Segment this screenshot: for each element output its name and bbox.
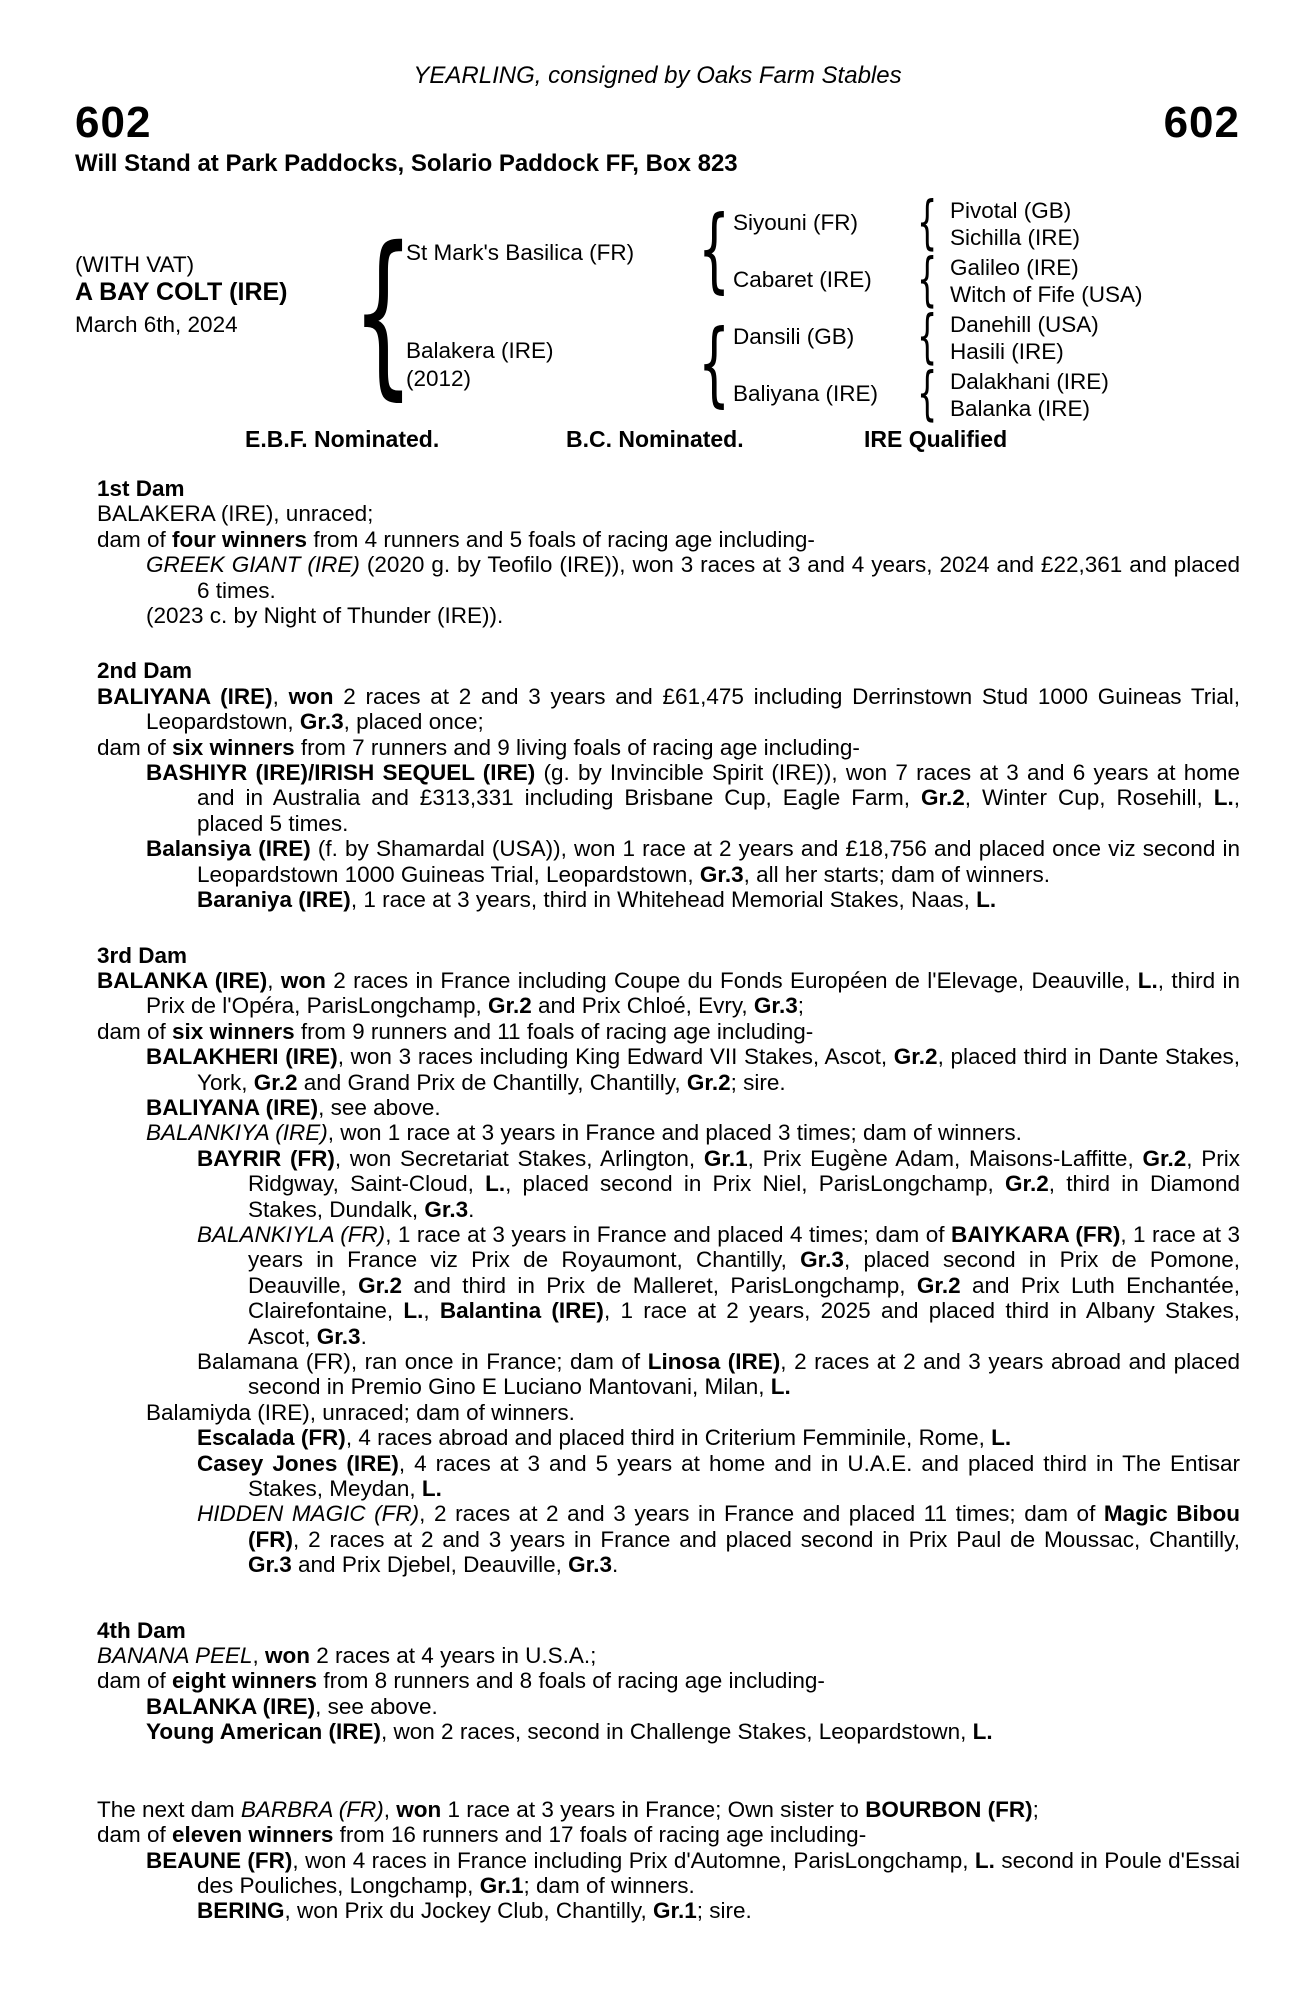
pedigree-brace-sire: { [698, 196, 731, 303]
text-segment: . [468, 1196, 475, 1222]
text-segment: , 1 race at 3 years, third in Whitehead Memorial Stakes, Naas, [350, 887, 977, 913]
text-segment: , 4 races abroad and placed third in Criterium Femminile, Rome, [345, 1425, 992, 1451]
text-segment: L. [403, 1298, 424, 1324]
text-segment: Gr.3 [316, 1323, 361, 1349]
text-segment: BALANKA (IRE) [97, 967, 268, 993]
text-segment: BALAKHERI (IRE) [146, 1044, 338, 1070]
text-segment: Gr.3 [753, 993, 798, 1019]
text-segment: BALIYANA (IRE) [146, 1094, 319, 1120]
text-segment: Magic Bibou (FR) [248, 1501, 1241, 1552]
pedigree-paragraph [97, 1146, 1240, 1222]
dam-heading: 1st Dam [97, 476, 185, 501]
pedigree-paragraph [97, 1349, 1240, 1400]
text-segment: 2 races in France including Coupe du Fonds Européen de l'Elevage, Deauville, [325, 967, 1138, 993]
text-segment: and Prix Chloé, Evry, [531, 993, 754, 1019]
lot-number-right: 602 [1163, 98, 1240, 147]
text-segment: BALANKA (IRE) [146, 1693, 316, 1719]
text-segment: BAIYKARA (FR) [950, 1221, 1121, 1247]
pedigree-paragraph [97, 1694, 1240, 1719]
text-segment: dam of [97, 734, 173, 760]
consignor-line: YEARLING, consigned by Oaks Farm Stables [413, 62, 902, 89]
text-segment: dam of [97, 1822, 173, 1848]
text-segment: , 1 race at 3 years in France viz Prix de Royaumont, Chantilly, [248, 1221, 1240, 1273]
text-segment: (g. by Invincible Spirit (IRE)), won 7 races at 3 and 6 years at home and in Australia and £313,331 including Brisbane Cup, Eagle Farm, [197, 760, 1241, 811]
pedigree-paragraph [97, 1019, 1240, 1044]
great-grandparent-6: Hasili (IRE) [950, 339, 1064, 364]
pedigree-paragraph [97, 501, 1240, 526]
text-segment: , see above. [318, 1094, 441, 1120]
text-segment: Gr.3 [299, 709, 344, 735]
text-segment: ; dam of winners. [523, 1872, 695, 1898]
text-segment: L. [485, 1171, 506, 1197]
text-segment: Gr.3 [568, 1552, 612, 1578]
pedigree-paragraph [97, 1898, 1240, 1923]
dam-heading: 2nd Dam [97, 658, 193, 684]
ebf-nomination: E.B.F. Nominated. [245, 426, 440, 452]
text-segment: dam of [97, 526, 173, 552]
pedigree-paragraph [97, 1643, 1240, 1668]
text-segment: , won 3 races including King Edward VII Stakes, Ascot, [337, 1044, 894, 1070]
text-segment: ; [797, 993, 804, 1019]
pedigree-brace-dam: { [698, 310, 731, 417]
text-segment: L. [421, 1476, 442, 1502]
text-segment: , 2 races at 2 and 3 years in France and placed second in Prix Paul de Moussac, Chantilly, [292, 1526, 1240, 1552]
dam-name: Balakera (IRE) [406, 338, 554, 363]
pedigree-paragraph [97, 1095, 1240, 1120]
text-segment: second in Poule d'Essai des Pouliches, Longchamp, [197, 1847, 1240, 1898]
pedigree-paragraph [97, 1120, 1240, 1145]
nominations-line [0, 426, 1315, 452]
pedigree-brace-g3-2: { [917, 245, 938, 313]
great-grandparent-4: Witch of Fife (USA) [950, 282, 1143, 307]
pedigree-paragraph [97, 1044, 1240, 1095]
text-segment: , [423, 1298, 440, 1324]
text-segment: won [265, 1643, 310, 1669]
text-segment: HIDDEN MAGIC (FR) [197, 1501, 420, 1527]
text-segment: , 1 race at 3 years in France and placed 4 times; dam of [385, 1221, 951, 1247]
text-segment: Baraniya (IRE) [197, 887, 351, 913]
text-segment: Gr.2 [916, 1272, 961, 1298]
text-segment: six winners [172, 1018, 295, 1044]
text-segment: . [360, 1323, 367, 1349]
text-segment: from 16 runners and 17 foals of racing age including- [333, 1822, 867, 1848]
text-segment: dam of [97, 1668, 173, 1694]
text-segment: Gr.2 [487, 993, 532, 1019]
vat-note: (WITH VAT) [75, 252, 195, 277]
granddam-1: Cabaret (IRE) [733, 267, 872, 292]
text-segment: Gr.2 [1005, 1171, 1049, 1197]
text-segment: , won 1 race at 3 years in France and placed 3 times; dam of winners. [327, 1120, 1022, 1146]
text-segment: Balantina (IRE) [439, 1298, 604, 1324]
dam-heading: 4th Dam [97, 1617, 186, 1643]
text-segment: won [288, 683, 334, 709]
pedigree-paragraph [97, 1719, 1240, 1744]
text-segment: BEAUNE (FR) [146, 1847, 293, 1873]
text-segment: BALAKERA (IRE), unraced; [97, 501, 374, 527]
text-segment: , placed second in Prix Niel, ParisLongchamp, [505, 1171, 1006, 1197]
text-segment: 1 race at 3 years in France; Own sister to [441, 1796, 866, 1822]
text-segment: Gr.3 [424, 1196, 469, 1222]
text-segment: L. [991, 1425, 1012, 1451]
dam-heading: 3rd Dam [97, 942, 188, 968]
text-segment: , won 4 races in France including Prix d'Automne, ParisLongchamp, [292, 1847, 975, 1873]
text-segment: BASHIYR (IRE)/IRISH SEQUEL (IRE) [146, 760, 536, 786]
text-segment: and Prix Djebel, Deauville, [291, 1552, 569, 1578]
colt-name: A BAY COLT (IRE) [75, 278, 288, 306]
text-segment: , placed 5 times. [197, 785, 1241, 836]
pedigree-paragraph [97, 1222, 1240, 1349]
text-segment: BALANKIYLA (FR) [197, 1221, 386, 1247]
pedigree-paragraph [97, 1668, 1240, 1693]
granddam-2: Baliyana (IRE) [733, 381, 879, 406]
text-segment: , 1 race at 2 years, 2025 and placed third in Albany Stakes, Ascot, [248, 1298, 1240, 1349]
pedigree-paragraph [97, 1501, 1240, 1577]
great-grandparent-1: Pivotal (GB) [950, 198, 1072, 223]
text-segment: L. [972, 1719, 993, 1745]
dam-section [97, 1797, 1240, 1924]
text-segment: ; sire. [696, 1898, 752, 1924]
text-segment: BALIYANA (IRE) [97, 683, 273, 709]
foal-date: March 6th, 2024 [75, 312, 238, 337]
text-segment: L. [1213, 785, 1234, 811]
text-segment: Balamana (FR), ran once in France; dam of [197, 1349, 648, 1374]
pedigree-paragraph [97, 552, 1240, 603]
text-segment: , Prix Ridgway, Saint-Cloud, [248, 1145, 1240, 1197]
text-segment: BAYRIR (FR) [197, 1145, 335, 1171]
ire-qualified: IRE Qualified [864, 426, 1008, 452]
text-segment: won [396, 1796, 442, 1822]
text-segment: Gr.2 [686, 1069, 731, 1095]
text-segment: ; sire. [730, 1069, 786, 1095]
grandsire-1: Siyouni (FR) [733, 210, 859, 235]
great-grandparent-5: Danehill (USA) [950, 312, 1099, 337]
text-segment: eleven winners [172, 1822, 334, 1848]
text-segment: ; [1032, 1796, 1039, 1822]
text-segment: Gr.1 [653, 1898, 697, 1924]
text-segment: , third in Diamond Stakes, Dundalk, [248, 1171, 1240, 1222]
text-segment: BARBRA (FR) [240, 1796, 384, 1822]
great-grandparent-7: Dalakhani (IRE) [950, 369, 1109, 394]
text-segment: , won 2 races, second in Challenge Stakes, Leopardstown, [381, 1719, 973, 1745]
pedigree-brace-g3-1: { [917, 188, 938, 256]
text-segment: , third in Prix de l'Opéra, ParisLongchamp, [146, 967, 1240, 1019]
dam-section [97, 943, 1240, 1578]
pedigree-paragraph [97, 968, 1240, 1019]
text-segment: , placed second in Prix de Pomone, Deauville, [248, 1247, 1240, 1298]
text-segment: 2 races at 4 years in U.S.A.; [310, 1643, 597, 1669]
text-segment: six winners [172, 734, 295, 760]
text-segment: , won Prix du Jockey Club, Chantilly, [284, 1898, 653, 1924]
text-segment: Gr.2 [920, 785, 965, 811]
text-segment: and Grand Prix de Chantilly, Chantilly, [297, 1069, 687, 1095]
text-segment: , 2 races at 2 and 3 years in France and placed 11 times; dam of [419, 1501, 1104, 1527]
text-segment: Gr.3 [800, 1247, 844, 1273]
text-segment: Gr.2 [1142, 1145, 1187, 1171]
text-segment: from 4 runners and 5 foals of racing age including- [307, 526, 815, 552]
text-segment: L. [974, 1847, 995, 1873]
great-grandparent-2: Sichilla (IRE) [950, 225, 1081, 250]
text-segment: , [383, 1796, 397, 1822]
sire-name: St Mark's Basilica (FR) [406, 240, 635, 265]
pedigree-paragraph [97, 1425, 1240, 1450]
text-segment: Linosa (IRE) [647, 1349, 781, 1374]
stand-location-line: Will Stand at Park Paddocks, Solario Paddock FF, Box 823 [75, 150, 738, 177]
text-segment: Gr.2 [358, 1272, 402, 1298]
text-segment: , won Secretariat Stakes, Arlington, [334, 1145, 704, 1171]
pedigree-paragraph [97, 684, 1240, 735]
catalogue-text [97, 476, 1240, 1924]
text-segment: . [611, 1552, 619, 1578]
pedigree-paragraph [97, 1797, 1240, 1822]
pedigree-paragraph [97, 603, 1240, 628]
text-segment: BANANA PEEL [97, 1643, 253, 1669]
text-segment: Gr.2 [893, 1044, 938, 1070]
text-segment: BOURBON (FR) [865, 1796, 1033, 1822]
text-segment: and third in Prix de Malleret, ParisLongchamp, [401, 1272, 917, 1298]
text-segment: L. [1137, 967, 1158, 993]
great-grandparent-3: Galileo (IRE) [950, 255, 1079, 280]
pedigree-paragraph [97, 760, 1240, 836]
text-segment: from 9 runners and 11 foals of racing age including- [294, 1018, 814, 1044]
pedigree-brace-g3-3: { [917, 302, 938, 370]
text-segment: Gr.2 [253, 1069, 298, 1095]
text-segment: Gr.1 [479, 1872, 524, 1898]
text-segment: and Prix Luth Enchantée, Clairefontaine, [248, 1272, 1240, 1324]
text-segment: The next dam [97, 1796, 241, 1822]
text-segment: , placed third in Dante Stakes, York, [197, 1044, 1240, 1095]
text-segment: (2023 c. by Night of Thunder (IRE)). [146, 603, 504, 629]
text-segment: , [252, 1643, 265, 1669]
pedigree-brace-g3-4: { [917, 359, 938, 427]
text-segment: , all her starts; dam of winners. [743, 861, 1050, 887]
pedigree-paragraph [97, 1451, 1240, 1502]
text-segment: Gr.3 [248, 1552, 292, 1578]
dam-section [97, 658, 1240, 912]
text-segment: , 2 races at 2 and 3 years abroad and placed second in Premio Gino E Luciano Mantovani, Milan, [248, 1349, 1240, 1400]
pedigree-paragraph [97, 836, 1240, 887]
pedigree-paragraph [97, 887, 1240, 912]
text-segment: 2 races at 2 and 3 years and £61,475 including Derrinstown Stud 1000 Guineas Trial, Leopardstown, [146, 683, 1240, 735]
text-segment: Young American (IRE) [146, 1719, 382, 1745]
text-segment: L. [770, 1374, 791, 1400]
text-segment: , [272, 683, 289, 709]
text-segment: , [267, 967, 281, 993]
pedigree-paragraph [97, 735, 1240, 760]
text-segment: (2020 g. by Teofilo (IRE)), won 3 races at 3 and 4 years, 2024 and £22,361 and placed 6 times. [197, 552, 1240, 603]
pedigree-paragraph [97, 527, 1240, 552]
text-segment: BALANKIYA (IRE) [146, 1120, 328, 1146]
text-segment: GREEK GIANT (IRE) [146, 552, 360, 578]
text-segment: , 4 races at 3 and 5 years at home and in U.A.E. and placed third in The Entisar Stakes, Meydan, [248, 1450, 1241, 1502]
great-grandparent-8: Balanka (IRE) [950, 396, 1091, 421]
pedigree-paragraph [97, 1400, 1240, 1425]
pedigree-brace-gen1: { [352, 209, 415, 416]
text-segment: dam of [97, 1018, 173, 1044]
text-segment: Escalada (FR) [197, 1425, 346, 1451]
text-segment: , Prix Eugène Adam, Maisons-Laffitte, [747, 1145, 1143, 1171]
pedigree-paragraph [97, 1848, 1240, 1899]
bc-nomination: B.C. Nominated. [566, 426, 744, 452]
dam-section [97, 1618, 1240, 1745]
dam-section [97, 476, 1240, 628]
text-segment: Balamiyda (IRE), unraced; dam of winners. [146, 1399, 575, 1425]
text-segment: Gr.1 [703, 1145, 748, 1171]
grandsire-2: Dansili (GB) [733, 324, 855, 349]
dam-year: (2012) [406, 366, 472, 391]
text-segment: Balansiya (IRE) [146, 836, 311, 862]
text-segment: , see above. [315, 1693, 438, 1719]
text-segment: , placed once; [343, 709, 484, 735]
text-segment: L. [976, 887, 997, 913]
text-segment: BERING [197, 1898, 285, 1924]
lot-number-left: 602 [75, 98, 152, 147]
pedigree-paragraph [97, 1822, 1240, 1847]
text-segment: Casey Jones (IRE) [197, 1450, 399, 1476]
text-segment: , Winter Cup, Rosehill, [964, 785, 1214, 811]
text-segment: from 8 runners and 8 foals of racing age including- [317, 1668, 825, 1694]
text-segment: Gr.3 [699, 861, 744, 887]
text-segment: from 7 runners and 9 living foals of racing age including- [294, 734, 860, 760]
text-segment: (f. by Shamardal (USA)), won 1 race at 2 years and £18,756 and placed once viz second in Leopardstown 1000 Guineas Trial, Leopardstown, [197, 836, 1240, 887]
text-segment: eight winners [172, 1668, 318, 1694]
text-segment: won [280, 967, 326, 993]
text-segment: four winners [172, 526, 308, 552]
